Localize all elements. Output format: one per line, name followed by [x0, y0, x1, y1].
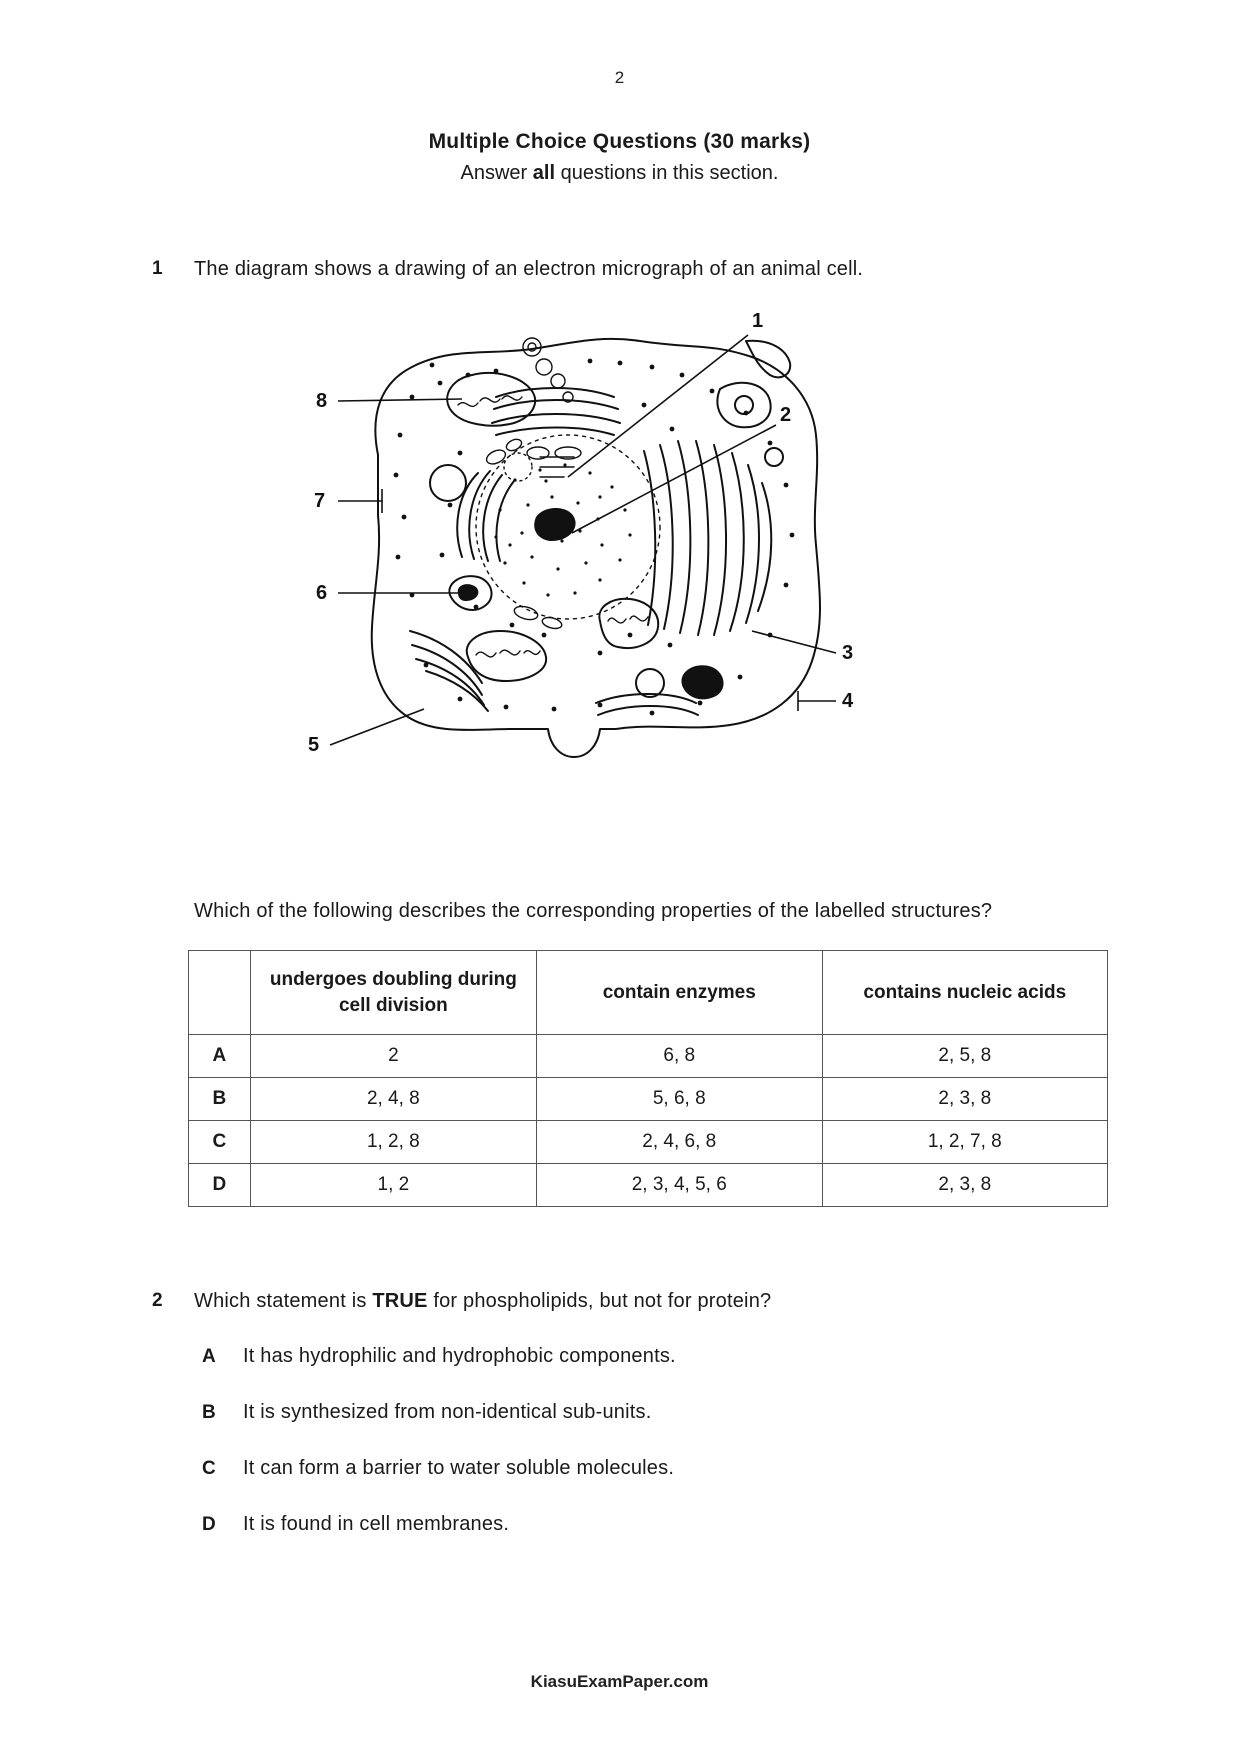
instruction-after: questions in this section. [555, 162, 779, 184]
question-2-option-a-text[interactable]: It has hydrophilic and hydrophobic components. [243, 1345, 676, 1367]
table-row[interactable] [189, 1078, 1108, 1121]
cell-nucleic-acids: 2, 3, 8 [822, 1078, 1107, 1121]
table-row[interactable] [189, 1164, 1108, 1207]
question-1-options-table [188, 950, 1108, 1207]
question-2-option-b-text[interactable]: It is synthesized from non-identical sub-units. [243, 1401, 652, 1423]
option-letter: B [189, 1078, 251, 1121]
question-1-stem: The diagram shows a drawing of an electron micrograph of an animal cell. [194, 258, 864, 280]
page-footer: KiasuExamPaper.com [530, 1672, 709, 1691]
question-2-number: 2 [152, 1290, 163, 1311]
table-header-row [189, 951, 1108, 1035]
figure-label-5: 5 [308, 734, 320, 756]
cell-enzymes: 2, 4, 6, 8 [536, 1121, 822, 1164]
figure-label-7: 7 [314, 490, 326, 512]
option-letter: D [189, 1164, 251, 1207]
cell-doubling: 1, 2, 8 [250, 1121, 536, 1164]
question-1-number: 1 [152, 258, 163, 279]
section-heading [0, 130, 1239, 185]
table-header-doubling: undergoes doubling during cell division [250, 951, 536, 1035]
question-2-option-c-letter: C [202, 1458, 216, 1479]
table-row[interactable] [189, 1035, 1108, 1078]
cell-doubling: 2, 4, 8 [250, 1078, 536, 1121]
question-2-option-a-letter: A [202, 1346, 216, 1367]
question-2-option-b-letter: B [202, 1402, 216, 1423]
question-2-option-d-text[interactable]: It is found in cell membranes. [243, 1513, 510, 1535]
question-2-stem-after: for phospholipids, but not for protein? [427, 1290, 772, 1312]
option-letter: C [189, 1121, 251, 1164]
cell-nucleic-acids: 2, 5, 8 [822, 1035, 1107, 1078]
figure-label-8: 8 [316, 390, 328, 412]
figure-label-2: 2 [780, 404, 792, 426]
cell-nucleic-acids: 1, 2, 7, 8 [822, 1121, 1107, 1164]
instruction-emphasis: all [532, 162, 556, 184]
table-row[interactable] [189, 1121, 1108, 1164]
figure-label-6: 6 [316, 582, 328, 604]
cell-enzymes: 2, 3, 4, 5, 6 [536, 1164, 822, 1207]
table-header-enzymes: contain enzymes [536, 951, 822, 1035]
question-2-stem [194, 1290, 771, 1313]
cell-doubling: 1, 2 [250, 1164, 536, 1207]
question-2-stem-emphasis: TRUE [372, 1290, 428, 1312]
cell-nucleic-acids: 2, 3, 8 [822, 1164, 1107, 1207]
question-1-sub-question: Which of the following describes the corresponding properties of the labelled structures? [194, 900, 993, 922]
animal-cell-diagram [300, 305, 940, 805]
figure-label-1: 1 [752, 310, 764, 332]
question-2-stem-before: Which statement is [194, 1290, 373, 1312]
option-letter: A [189, 1035, 251, 1078]
cell-doubling: 2 [250, 1035, 536, 1078]
section-instruction [0, 162, 1239, 185]
figure-label-3: 3 [842, 642, 854, 664]
cell-enzymes: 6, 8 [536, 1035, 822, 1078]
section-title: Multiple Choice Questions (30 marks) [428, 130, 811, 153]
figure-label-4: 4 [842, 690, 854, 712]
instruction-before: Answer [460, 162, 533, 184]
question-2-option-d-letter: D [202, 1514, 216, 1535]
table-header-blank [189, 951, 251, 1035]
question-2-option-c-text[interactable]: It can form a barrier to water soluble molecules. [243, 1457, 675, 1479]
page-number: 2 [614, 68, 625, 87]
table-header-nucleic-acids: contains nucleic acids [822, 951, 1107, 1035]
cell-enzymes: 5, 6, 8 [536, 1078, 822, 1121]
